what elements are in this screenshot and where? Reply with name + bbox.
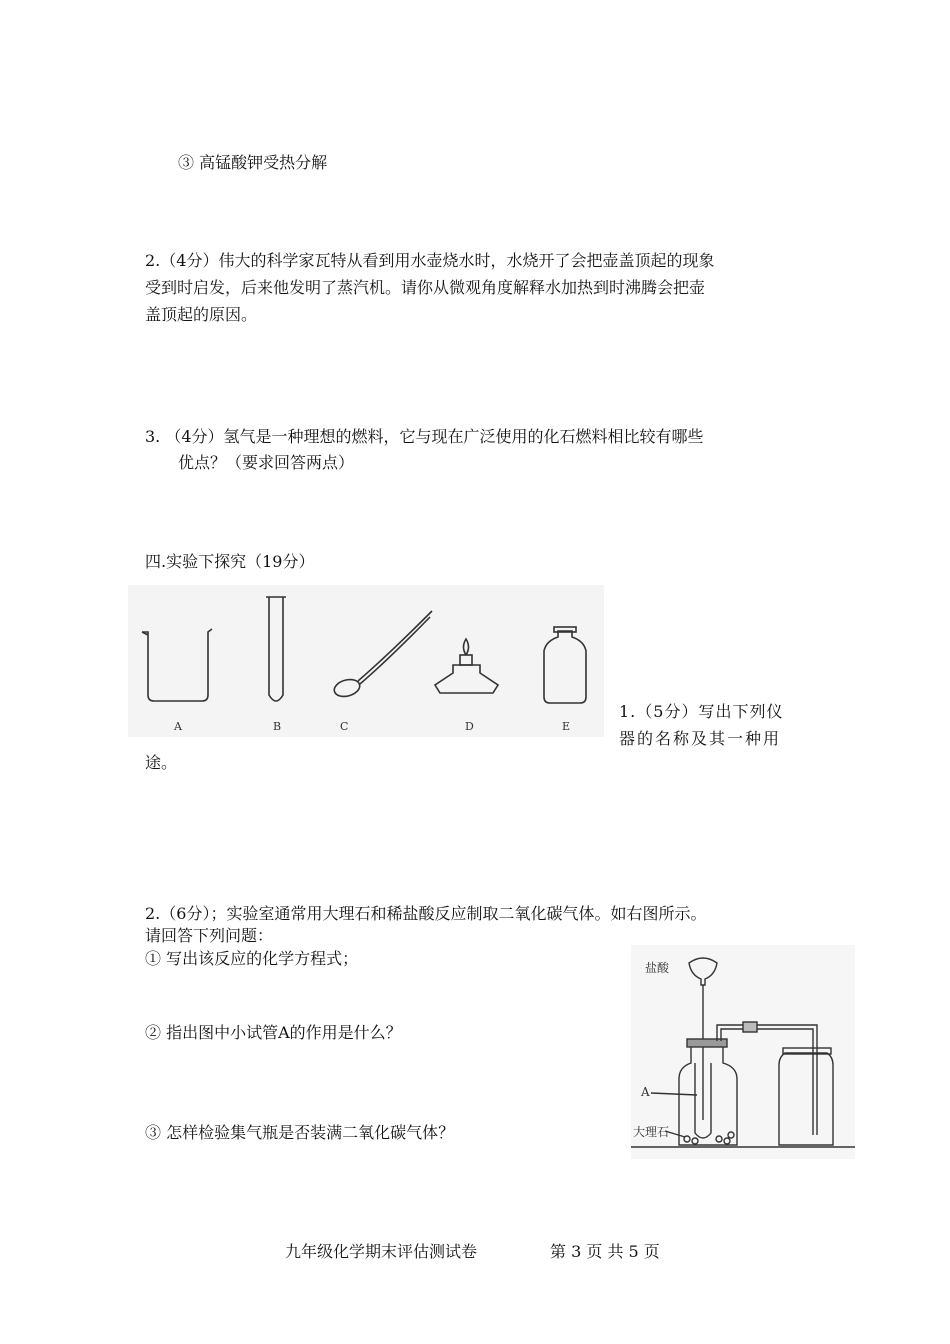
- gas-jar-shape: [544, 631, 586, 703]
- label-a: A: [174, 720, 182, 733]
- gas-collecting-jar-shape: [779, 1053, 833, 1145]
- question-2-line-3: 盖顶起的原因。: [145, 305, 258, 324]
- spoon-bowl-shape: [332, 677, 361, 699]
- footer-title: 九年级化学期末评估测试卷: [285, 1242, 478, 1261]
- label-c: C: [340, 720, 349, 733]
- delivery-tube-shape: [717, 1025, 817, 1135]
- test-tube-shape: [269, 597, 283, 701]
- beaker-shape: [142, 629, 212, 701]
- label-b: B: [273, 720, 282, 733]
- footer-page-number: 第 3 页 共 5 页: [550, 1242, 660, 1261]
- section-heading: 四.实验下探究（19分）: [145, 552, 315, 571]
- question-4-1-line-3: 途。: [145, 753, 178, 772]
- funnel-shape: [689, 958, 717, 985]
- label-marble: 大理石: [633, 1125, 670, 1139]
- question-4-2-sub-3: ③ 怎样检验集气瓶是否装满二氧化碳气体？: [145, 1123, 455, 1142]
- question-4-1-line-2: 器的名称及其一种用: [619, 729, 782, 748]
- label-tube-a: A: [641, 1085, 650, 1099]
- label-hydrochloric-acid: 盐酸: [645, 961, 670, 975]
- co2-apparatus-figure: [631, 945, 855, 1159]
- question-4-2-sub-2: ② 指出图中小试管A的作用是什么？: [145, 1023, 402, 1042]
- question-4-2-line-2: 请回答下列问题：: [145, 926, 274, 945]
- question-4-1-line-1: 1.（5分）写出下列仪: [619, 702, 784, 721]
- alcohol-lamp-shape: [435, 665, 498, 693]
- question-4-2-sub-1: ① 写出该反应的化学方程式；: [145, 949, 359, 968]
- question-3-line-2: 优点？（要求回答两点）: [178, 453, 355, 472]
- question-2-line-1: 2.（4分）伟大的科学家瓦特从看到用水壶烧水时，水烧开了会把壶盖顶起的现象: [145, 251, 715, 270]
- question-4-2-line-1: 2.（6分）；实验室通常用大理石和稀盐酸反应制取二氧化碳气体。如右图所示。: [145, 904, 707, 923]
- question-3-line-1: 3. （4分）氢气是一种理想的燃料，它与现在广泛使用的化石燃料相比较有哪些: [145, 427, 704, 446]
- label-e: E: [562, 720, 571, 733]
- label-d: D: [465, 720, 474, 733]
- question-2-line-2: 受到时启发，后来他发明了蒸汽机。请你从微观角度解释水加热到时沸腾会把壶: [145, 278, 706, 297]
- co2-apparatus-drawing: [631, 945, 855, 1159]
- apparatus-figure: [128, 585, 604, 737]
- answer-item-3: ③ 高锰酸钾受热分解: [178, 153, 328, 172]
- spoon-handle-shape: [358, 611, 432, 681]
- apparatus-drawing: [128, 585, 604, 737]
